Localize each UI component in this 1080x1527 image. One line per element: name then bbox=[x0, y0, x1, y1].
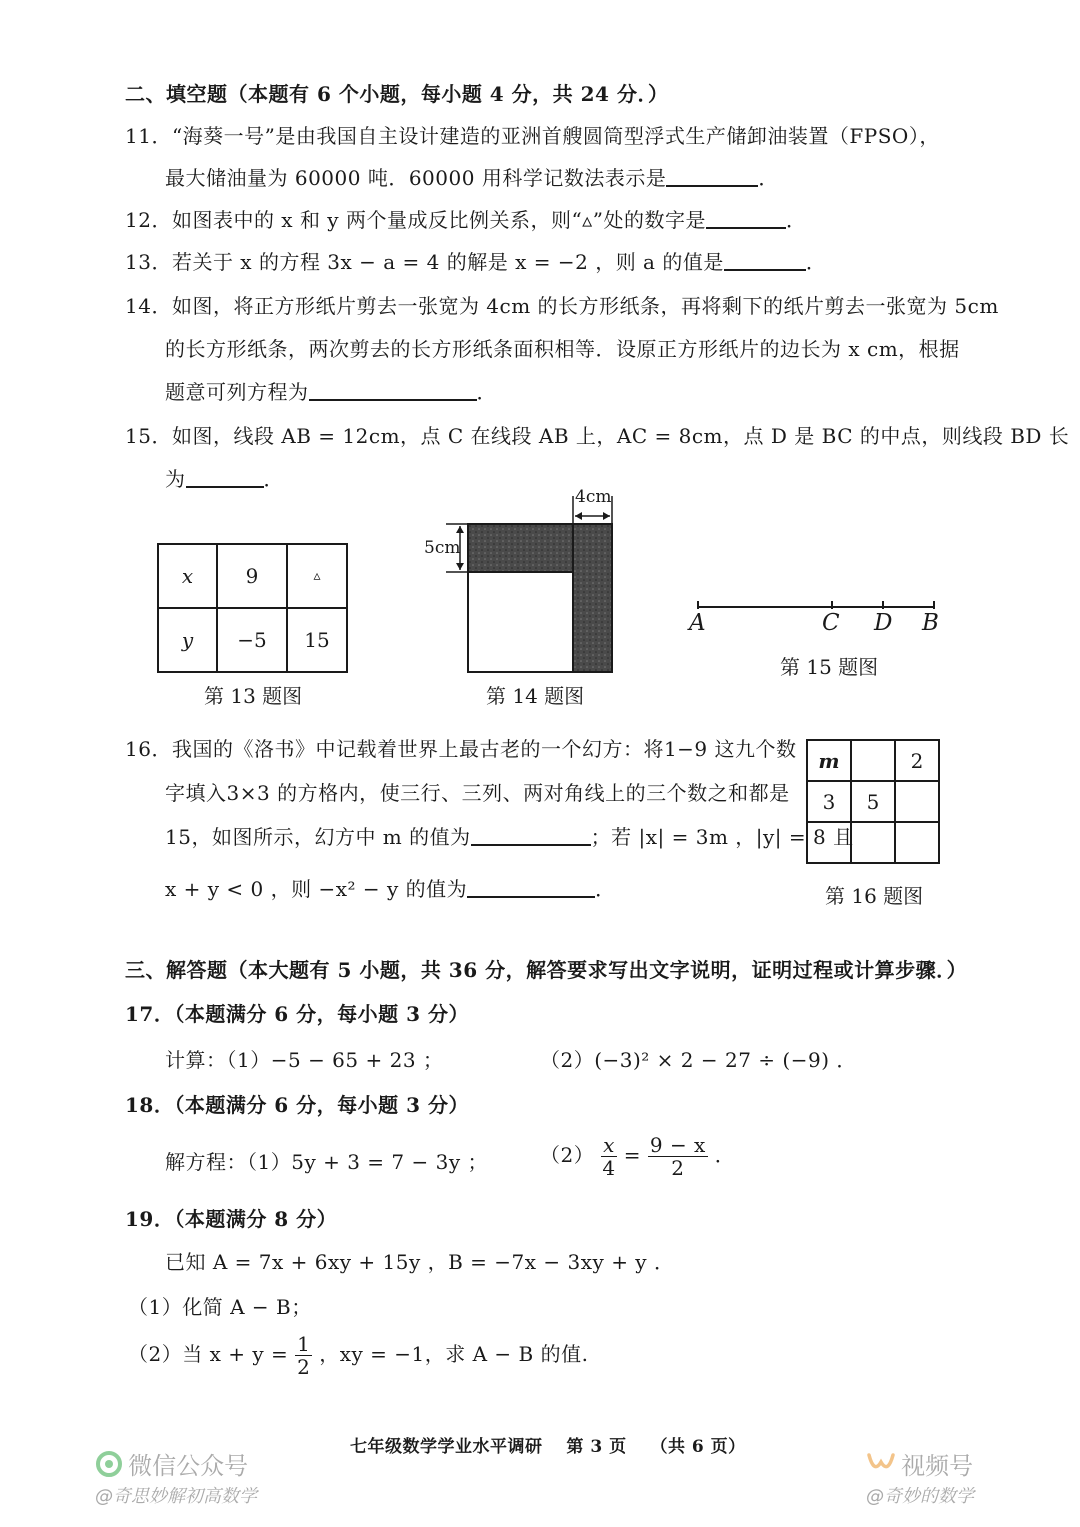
question-11-text: 最大储油量为 60000 吨．60000 用科学记数法表示是 bbox=[165, 166, 667, 190]
wechat-logo-icon bbox=[95, 1450, 123, 1478]
table-cell-triangle: ▵ bbox=[287, 544, 347, 608]
question-14-text: 题意可列方程为 bbox=[165, 380, 309, 404]
magic-cell: 5 bbox=[851, 781, 895, 822]
table-cell: x bbox=[158, 544, 217, 608]
answer-blank-12[interactable] bbox=[706, 209, 786, 229]
channels-watermark-title: 视频号 bbox=[901, 1452, 974, 1480]
question-14-line-1: 14．如图，将正方形纸片剪去一张宽为 4cm 的长方形纸条，再将剩下的纸片剪去一张宽为 5cm bbox=[125, 294, 999, 318]
figure-15-segment bbox=[690, 595, 940, 625]
magic-cell: 3 bbox=[807, 781, 851, 822]
question-13: 13．若关于 x 的方程 3x − a = 4 的解是 x = −2 ，则 a 的值是 ． bbox=[125, 250, 827, 274]
magic-cell bbox=[895, 781, 939, 822]
section-2-heading: 二、填空题（本题有 6 个小题，每小题 4 分，共 24 分．） bbox=[125, 82, 669, 106]
table-cell: 9 bbox=[217, 544, 287, 608]
magic-cell bbox=[895, 822, 939, 863]
wechat-watermark bbox=[95, 1446, 248, 1481]
question-16-line-1: 16．我国的《洛书》中记载着世界上最古老的一个幻方：将1−9 这九个数 bbox=[125, 737, 797, 761]
fraction-one-half: $\frac{1}{2}$ bbox=[297, 1332, 311, 1379]
point-label-b: B bbox=[922, 610, 939, 636]
point-label-a: A bbox=[689, 610, 706, 636]
answer-blank-15[interactable] bbox=[186, 468, 264, 488]
figure-15-caption: 第 15 题图 bbox=[780, 655, 879, 679]
wechat-watermark-sub: @奇思妙解初高数学 bbox=[95, 1486, 257, 1507]
question-16-line-3 bbox=[165, 821, 854, 850]
question-19-given: 已知 A = 7x + 6xy + 15y ，B = −7x − 3xy + y ． bbox=[165, 1250, 675, 1274]
fraction-x-over-4: $\frac{x}{4}$ bbox=[602, 1133, 616, 1180]
shaded-strip-5cm bbox=[468, 524, 573, 572]
question-14-line-3: 题意可列方程为 ． bbox=[165, 380, 497, 404]
answer-blank-13[interactable] bbox=[724, 251, 806, 271]
question-11-line-2: 最大储油量为 60000 吨．60000 用科学记数法表示是 ． bbox=[165, 166, 779, 190]
question-16-line-2: 字填入3×3 的方格内，使三行、三列、两对角线上的三个数之和都是 bbox=[165, 781, 790, 805]
question-18-part-1: 解方程：（1）5y + 3 = 7 − 3y ； bbox=[165, 1150, 488, 1174]
answer-blank-16-value[interactable] bbox=[467, 878, 595, 898]
question-17-title: 17．（本题满分 6 分，每小题 3 分） bbox=[125, 1002, 470, 1026]
question-17-part-1: 计算：（1）−5 − 65 + 23 ； bbox=[165, 1048, 444, 1072]
question-15-line-2: 为 ． bbox=[165, 467, 284, 491]
figure-16-magic-square bbox=[806, 739, 940, 864]
label-4cm: 4cm bbox=[575, 487, 612, 507]
shaded-strip-4cm bbox=[573, 524, 612, 672]
figure-16-caption: 第 16 题图 bbox=[825, 884, 924, 908]
wechat-watermark-title: 微信公众号 bbox=[128, 1452, 249, 1480]
question-15-line-1: 15．如图，线段 AB = 12cm，点 C 在线段 AB 上，AC = 8cm，点 D 是 BC 的中点，则线段 BD 长 bbox=[125, 424, 1070, 448]
question-12-text: 12．如图表中的 x 和 y 两个量成反比例关系，则“▵”处的数字是 bbox=[125, 208, 706, 232]
answer-blank-14[interactable] bbox=[309, 381, 477, 401]
question-19-part-1: （1）化简 A − B； bbox=[128, 1295, 312, 1319]
figure-14-diagram bbox=[418, 486, 618, 676]
question-16-text-b: ；若 |x| = 3m ，|y| = 8 且 bbox=[590, 825, 854, 849]
label-5cm: 5cm bbox=[424, 538, 461, 558]
figure-13-caption: 第 13 题图 bbox=[204, 684, 303, 708]
point-label-c: C bbox=[822, 610, 840, 636]
answer-blank-16-m[interactable] bbox=[471, 826, 591, 846]
magic-cell bbox=[807, 822, 851, 863]
table-cell: 15 bbox=[287, 608, 347, 672]
figure-13-table bbox=[157, 543, 348, 673]
magic-cell bbox=[851, 740, 895, 781]
point-label-d: D bbox=[874, 610, 893, 636]
channels-logo-icon bbox=[866, 1450, 896, 1478]
question-13-text: 13．若关于 x 的方程 3x − a = 4 的解是 x = −2 ，则 a 的值是 bbox=[125, 250, 724, 274]
question-16-line-4: x + y < 0 ，则 −x² − y 的值为 ． bbox=[165, 877, 616, 901]
question-16-text-c: x + y < 0 ，则 −x² − y 的值为 bbox=[165, 877, 468, 901]
magic-cell bbox=[851, 822, 895, 863]
section-3-heading: 三、解答题（本大题有 5 小题，共 36 分，解答要求写出文字说明，证明过程或计算步骤．） bbox=[125, 958, 968, 982]
table-cell: −5 bbox=[217, 608, 287, 672]
question-11-line-1: 11．“海葵一号”是由我国自主设计建造的亚洲首艘圆筒型浮式生产储卸油装置（FPSO）， bbox=[125, 124, 940, 148]
figure-14-caption: 第 14 题图 bbox=[486, 684, 585, 708]
channels-watermark bbox=[866, 1446, 973, 1481]
answer-blank-11[interactable] bbox=[666, 167, 758, 187]
question-19-part-2: （2）当 x + y = $\frac{1}{2}$ ，xy = −1，求 A − B 的值. bbox=[128, 1332, 589, 1379]
table-cell: y bbox=[158, 608, 217, 672]
question-18-part-2: （2） $\frac{x}{4}$ = $\frac{9 - x}{2}$ ． bbox=[540, 1133, 736, 1180]
question-19-title: 19．（本题满分 8 分） bbox=[125, 1207, 338, 1231]
magic-cell: 2 bbox=[895, 740, 939, 781]
question-17-part-2: （2）(−3)² × 2 − 27 ÷ (−9) ． bbox=[540, 1048, 857, 1072]
channels-watermark-sub: @奇妙的数学 bbox=[866, 1486, 974, 1507]
question-14-line-2: 的长方形纸条，两次剪去的长方形纸条面积相等．设原正方形纸片的边长为 x cm，根据 bbox=[165, 337, 960, 361]
question-12: 12．如图表中的 x 和 y 两个量成反比例关系，则“▵”处的数字是 ． bbox=[125, 208, 807, 232]
page-footer: 七年级数学学业水平调研 第 3 页 （共 6 页） bbox=[350, 1437, 746, 1457]
question-18-title: 18．（本题满分 6 分，每小题 3 分） bbox=[125, 1093, 470, 1117]
question-16-text-a: 15，如图所示，幻方中 m 的值为 bbox=[165, 825, 471, 849]
magic-cell: m bbox=[807, 740, 851, 781]
fraction-9-minus-x-over-2: $\frac{9 - x}{2}$ bbox=[649, 1133, 706, 1180]
question-15-text: 为 bbox=[165, 467, 186, 491]
